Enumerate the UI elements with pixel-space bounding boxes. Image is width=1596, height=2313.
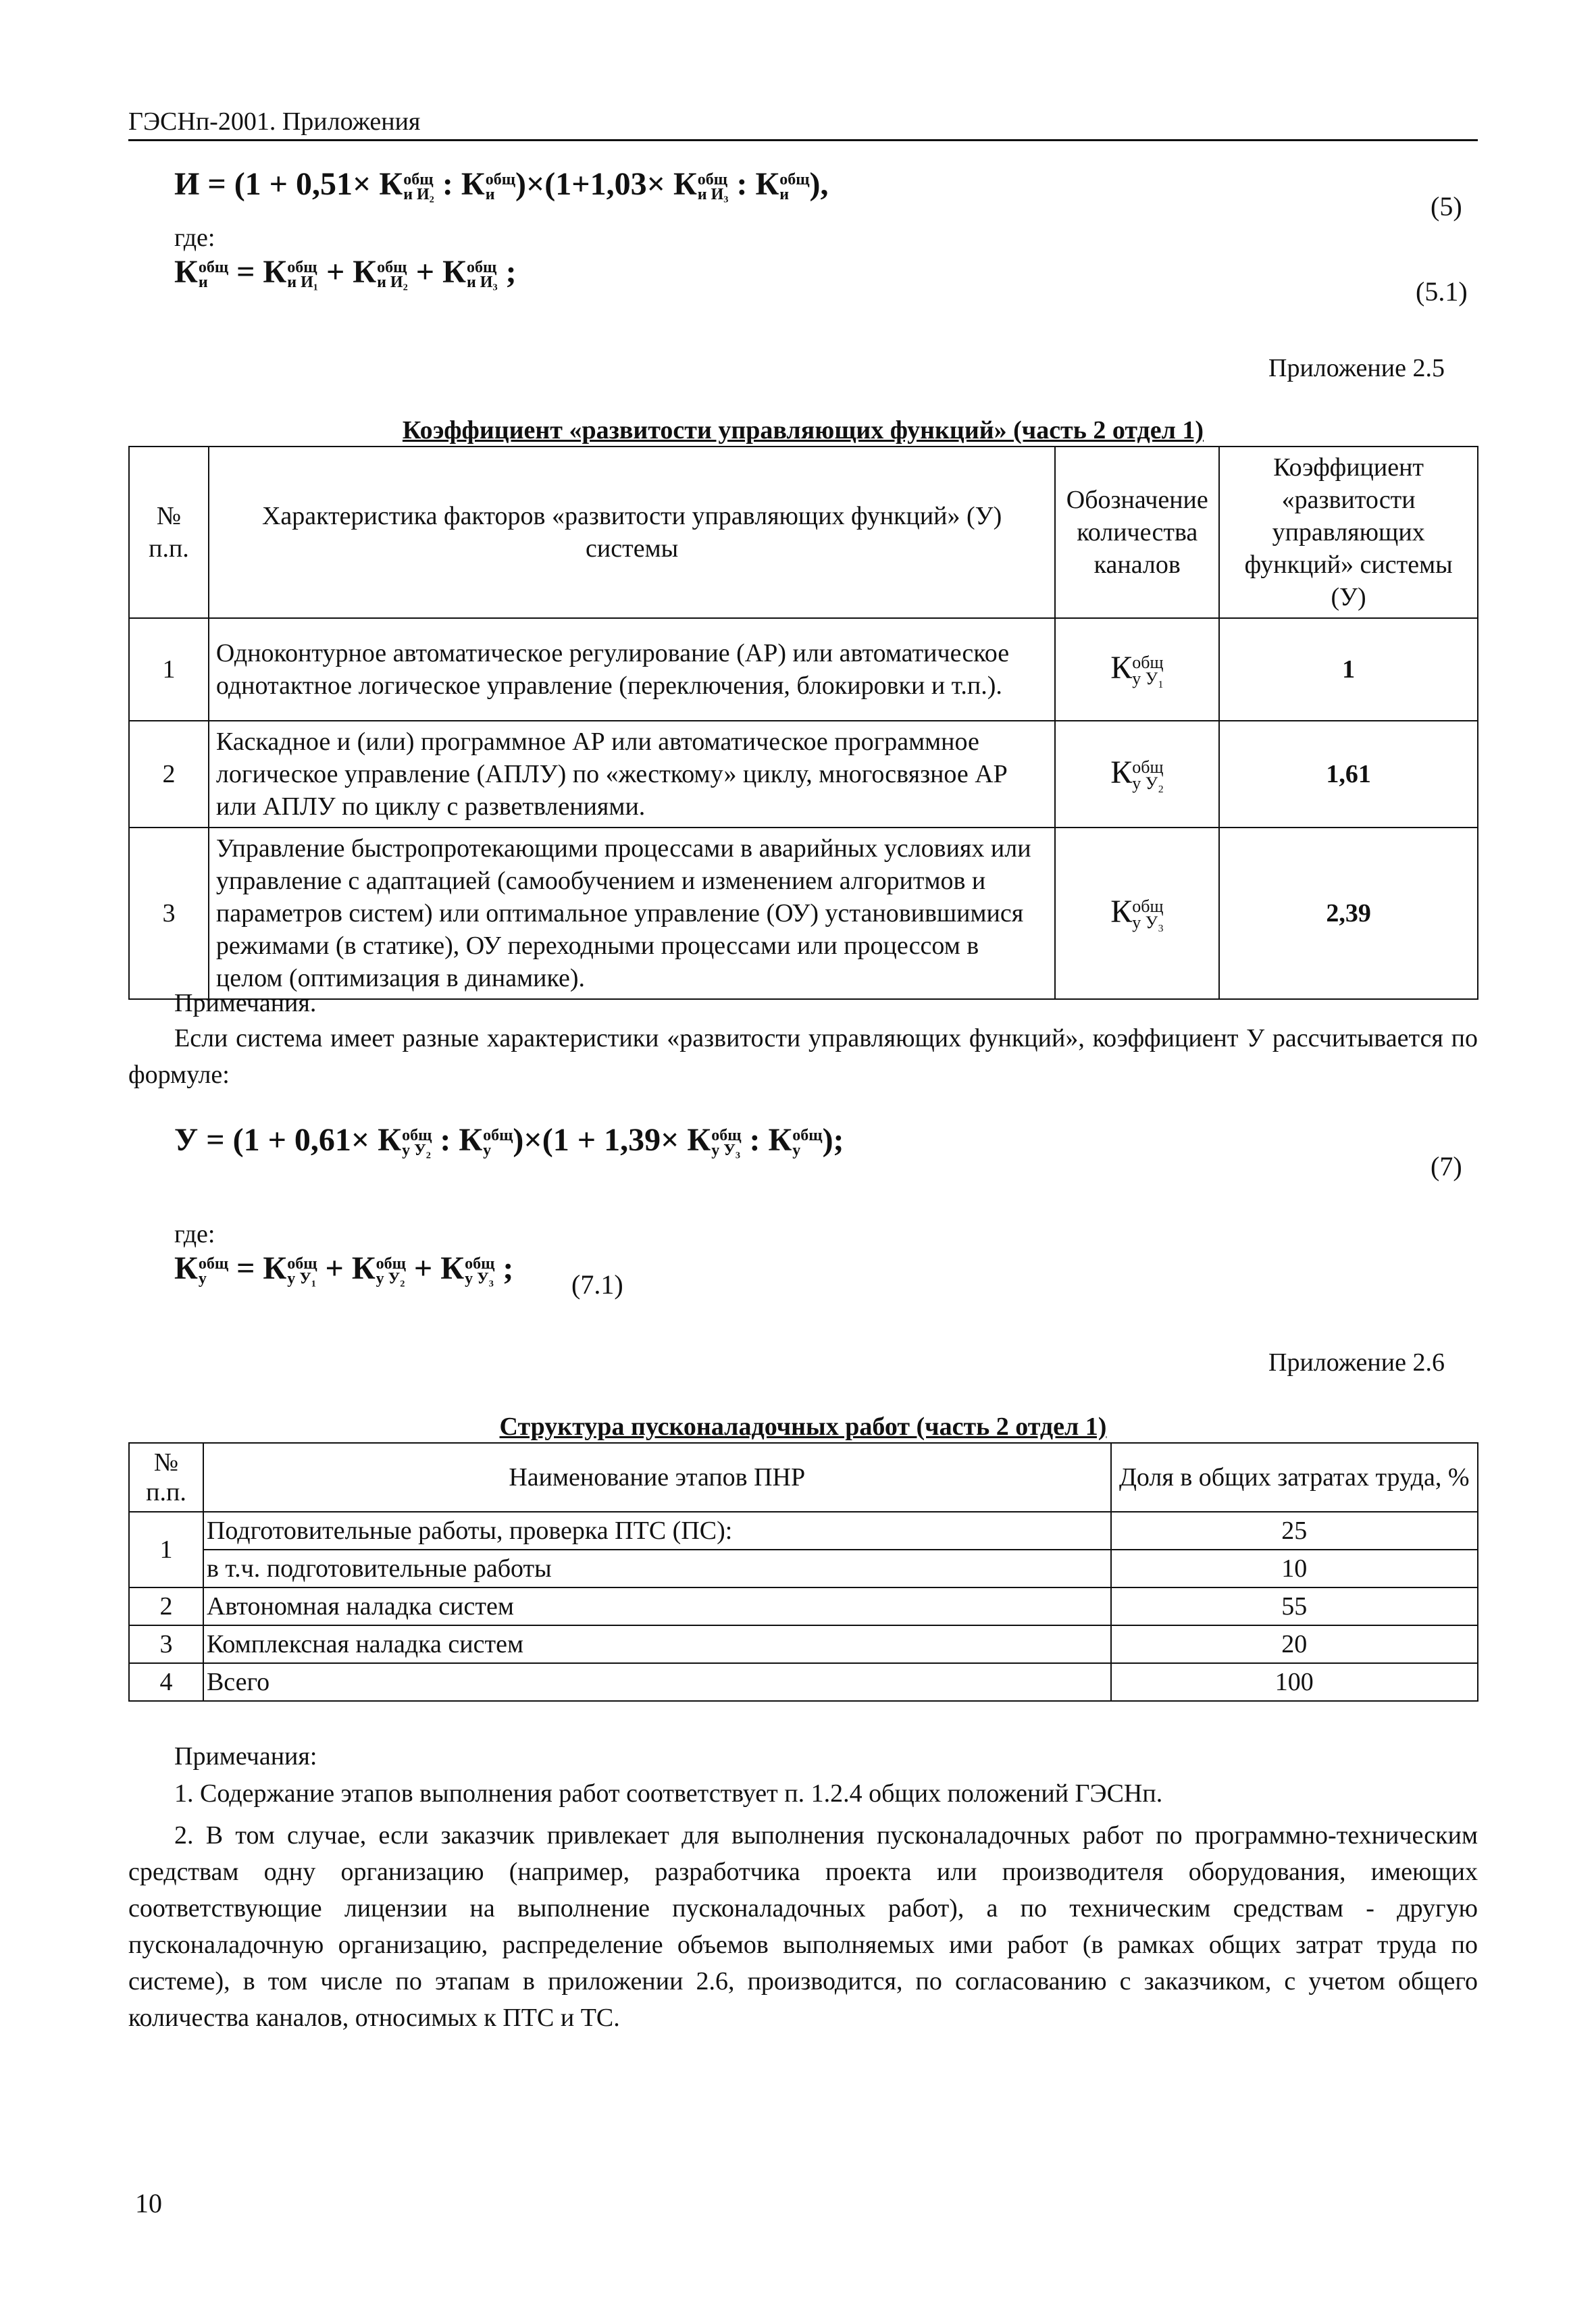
formula-7-1: К общ у = К общ у У₁ + К общ у У₂ + К общ у У₃ ; (174, 1250, 514, 1288)
appendix-2-5-title: Коэффициент «развитости управляющих функций» (часть 2 отдел 1) (402, 416, 1204, 444)
row-num: 1 (129, 1512, 203, 1587)
row-designation: К общ у У₂ (1055, 721, 1219, 828)
table-row (129, 1625, 1478, 1663)
header-num: № п.п. (129, 1443, 203, 1512)
table-row (129, 1663, 1478, 1701)
row-stage: Комплексная наладка систем (203, 1625, 1111, 1663)
row-num: 2 (129, 721, 209, 828)
table-header-row (129, 1443, 1478, 1512)
note-paragraph: Если система имеет разные характеристики «развитости управляющих функций», коэффициент У рассчитывается по формуле: (128, 1024, 1478, 1089)
row-share: 100 (1111, 1663, 1478, 1701)
appendix-2-6-title: Структура пусконаладочных работ (часть 2 отдел 1) (499, 1413, 1107, 1441)
stages-table (128, 1442, 1478, 1702)
row-text: Каскадное и (или) программное АР или автоматическое программное логическое управление (АПЛУ) по «жесткому» циклу, многосвязное АР или АПЛУ по циклу с разветвлениями. (209, 721, 1055, 828)
where-label: где: (174, 224, 215, 252)
page-number: 10 (135, 2188, 162, 2218)
equation-number-5-1: (5.1) (1416, 276, 1468, 307)
row-stage: Подготовительные работы, проверка ПТС (ПС): (203, 1512, 1111, 1550)
table-row (129, 1512, 1478, 1550)
row-num: 2 (129, 1587, 203, 1625)
header-stage: Наименование этапов ПНР (203, 1443, 1111, 1512)
formula-5-1: К общ и = К общ и И₁ + К общ и И₂ + К общ и И₃ ; (174, 254, 517, 291)
row-num: 4 (129, 1663, 203, 1701)
appendix-2-6-label: Приложение 2.6 (1268, 1348, 1445, 1377)
header-factor: Характеристика факторов «развитости управляющих функций» (У) системы (209, 447, 1055, 618)
equation-number-7-1: (7.1) (571, 1269, 623, 1300)
row-share: 25 (1111, 1512, 1478, 1550)
table-row (129, 828, 1478, 999)
formula-7: У = (1 + 0,61× К общ у У₂ : К общ у )×(1 + 1,39× К общ у У₃ : К общ у ); (174, 1122, 844, 1159)
notes-title: Примечания: (174, 1742, 317, 1771)
equation-number-5: (5) (1431, 191, 1462, 222)
running-header: ГЭСНп-2001. Приложения (128, 107, 421, 136)
row-stage: Автономная наладка систем (203, 1587, 1111, 1625)
row-num: 3 (129, 828, 209, 999)
header-coefficient: Коэффициент «развитости управляющих функций» системы (У) (1219, 447, 1478, 618)
table-row (129, 1550, 1478, 1587)
notes-heading: Примечания. (174, 989, 317, 1017)
row-value: 1,61 (1219, 721, 1478, 828)
row-text: Одноконтурное автоматическое регулирование (АР) или автоматическое однотактное логическое управление (переключения, блокировки и т.п.). (209, 618, 1055, 721)
row-designation: К общ у У₃ (1055, 828, 1219, 999)
coefficient-table (128, 446, 1478, 1000)
row-share: 55 (1111, 1587, 1478, 1625)
note-item-1: 1. Содержание этапов выполнения работ соответствует п. 1.2.4 общих положений ГЭСНп. (174, 1779, 1163, 1808)
header-num: № п.п. (129, 447, 209, 618)
row-share: 20 (1111, 1625, 1478, 1663)
equation-number-7: (7) (1431, 1151, 1462, 1181)
table-header-row (129, 447, 1478, 618)
formula-5: И = (1 + 0,51× К общ и И₂ : К общ и )×(1+1,03× К общ и И₃ : К общ и ), (174, 166, 829, 203)
header-share: Доля в общих затратах труда, % (1111, 1443, 1478, 1512)
table-row (129, 721, 1478, 828)
row-text: Управление быстропротекающими процессами в аварийных условиях или управление с адаптацией (самообучением и изменением алгоритмов и параметров систем) или оптимальное управление (ОУ) установившимися режимами (в статике), ОУ переходными процессами или процессом в целом (оптимизация в динамике). (209, 828, 1055, 999)
row-value: 1 (1219, 618, 1478, 721)
row-share: 10 (1111, 1550, 1478, 1587)
header-rule (128, 139, 1478, 141)
appendix-2-5-label: Приложение 2.5 (1268, 354, 1445, 382)
row-num: 1 (129, 618, 209, 721)
row-num: 3 (129, 1625, 203, 1663)
table-row (129, 1587, 1478, 1625)
header-designation: Обозначение количества каналов (1055, 447, 1219, 618)
row-designation: К общ у У₁ (1055, 618, 1219, 721)
row-stage: в т.ч. подготовительные работы (203, 1550, 1111, 1587)
row-value: 2,39 (1219, 828, 1478, 999)
row-stage: Всего (203, 1663, 1111, 1701)
note-item-2: 2. В том случае, если заказчик привлекает для выполнения пусконаладочных работ по программно-техническим средствам одну организацию (например, разработчика проекта или производителя оборудования, имеющих соответствующие лицензии на выполнение пусконаладочных работ), а по техническим средствам - другую пусконаладочную организацию, распределение объемов выполняемых ими работ (в рамках общих затрат труда по системе), в том числе по этапам в приложении 2.6, производится, по согласованию с заказчиком, с учетом общего количества каналов, относимых к ПТС и ТС. (128, 1821, 1478, 2032)
table-row (129, 618, 1478, 721)
where-label: где: (174, 1220, 215, 1248)
